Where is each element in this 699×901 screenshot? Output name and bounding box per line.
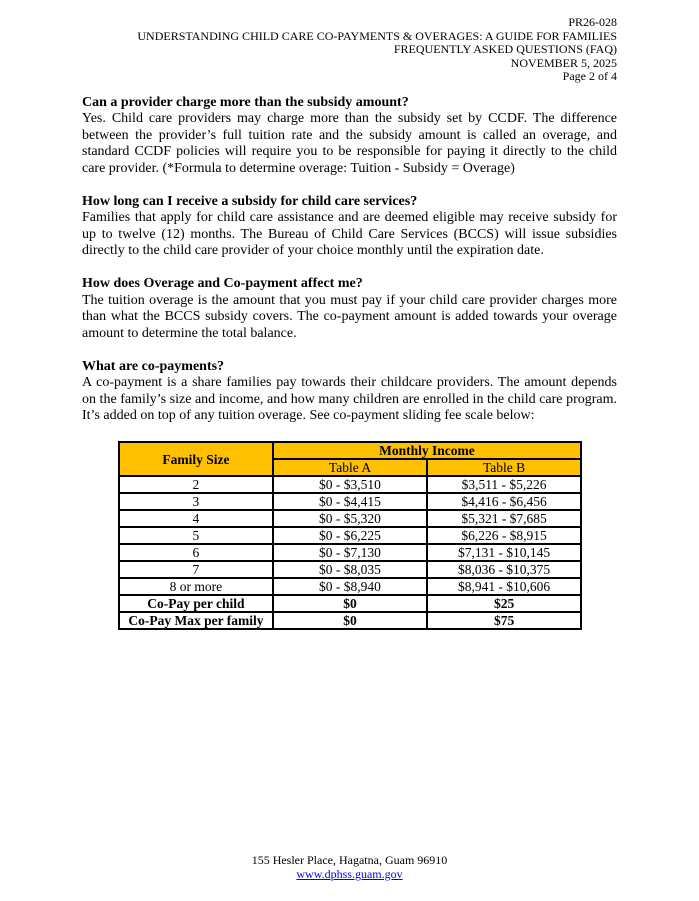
cell-table-a: $0: [273, 612, 427, 629]
header-doc-number: PR26-028: [568, 15, 617, 29]
cell-table-b: $25: [427, 595, 581, 612]
cell-family-size: 4: [119, 510, 273, 527]
table-row: [119, 544, 581, 561]
family-size-header: Family Size: [119, 442, 273, 476]
cell-table-b: $4,416 - $6,456: [427, 493, 581, 510]
faq-answer: Yes. Child care providers may charge more than the subsidy set by CCDF. The difference between the provider’s full tuition rate and the subsidy amount is called an overage, and standard CCDF policies will require you to be responsible for paying it directly to the child care provider. (*Formula to determine overage: Tuition - Subsidy = Overage): [82, 111, 617, 176]
cell-table-a: $0 - $7,130: [273, 544, 427, 561]
table-b-header: Table B: [427, 459, 581, 476]
cell-table-b: $6,226 - $8,915: [427, 527, 581, 544]
document-footer: [0, 853, 699, 881]
cell-table-a: $0 - $8,035: [273, 561, 427, 578]
header-page-number: Page 2 of 4: [562, 69, 617, 83]
table-row: [119, 527, 581, 544]
cell-table-a: $0 - $8,940: [273, 578, 427, 595]
cell-family-size: 7: [119, 561, 273, 578]
faq-answer: A co-payment is a share families pay towards their childcare providers. The amount depends on the family’s size and income, and how many children are enrolled in the child care program. It’s added on top of any tuition overage. See co-payment sliding fee scale below:: [82, 375, 617, 423]
faq-question: How long can I receive a subsidy for child care services?: [82, 193, 418, 209]
cell-family-size: 3: [119, 493, 273, 510]
cell-table-a: $0 - $5,320: [273, 510, 427, 527]
cell-family-size: 8 or more: [119, 578, 273, 595]
faq-question: Can a provider charge more than the subsidy amount?: [82, 94, 409, 110]
cell-table-a: $0 - $4,415: [273, 493, 427, 510]
table-row: [119, 578, 581, 595]
header-doc-title: UNDERSTANDING CHILD CARE CO-PAYMENTS & OVERAGES: A GUIDE FOR FAMILIES: [137, 28, 617, 43]
cell-family-size: 2: [119, 476, 273, 493]
header-doc-subtitle: FREQUENTLY ASKED QUESTIONS (FAQ): [393, 42, 617, 56]
cell-table-b: $8,941 - $10,606: [427, 578, 581, 595]
table-row: [119, 510, 581, 527]
footer-address: 155 Hesler Place, Hagatna, Guam 96910: [251, 853, 448, 867]
cell-table-a: $0 - $6,225: [273, 527, 427, 544]
footer-website-link[interactable]: www.dphss.guam.gov: [296, 867, 403, 881]
faq-question: How does Overage and Co-payment affect me?: [82, 276, 363, 291]
faq-section-subsidy-duration: [82, 194, 617, 260]
document-body: [82, 95, 617, 631]
faq-answer: Families that apply for child care assistance and are deemed eligible may receive subsidy for up to twelve (12) months. The Bureau of Child Care Services (BCCS) will issue subsidies directly to the child care provider of your choice monthly until the expiration date.: [82, 210, 617, 258]
cell-family-size: 5: [119, 527, 273, 544]
faq-answer: The tuition overage is the amount that you must pay if your child care provider charges more than what the BCCS subsidy covers. The co-payment amount is added towards your overage amount to determine the total balance.: [82, 292, 617, 341]
cell-table-a: $0: [273, 595, 427, 612]
cell-table-b: $3,511 - $5,226: [427, 476, 581, 493]
faq-section-overage-copayment: [82, 276, 617, 342]
table-row: [119, 493, 581, 510]
faq-section-provider-charge: [82, 95, 617, 178]
table-header-row: [119, 442, 581, 459]
monthly-income-header: Monthly Income: [273, 442, 581, 459]
table-row: [119, 561, 581, 578]
cell-table-b: $7,131 - $10,145: [427, 544, 581, 561]
faq-question: What are co-payments?: [82, 358, 225, 374]
cell-family-size: Co-Pay Max per family: [119, 612, 273, 629]
table-a-header: Table A: [273, 459, 427, 476]
table-row-copay-per-child: [119, 595, 581, 612]
cell-table-b: $5,321 - $7,685: [427, 510, 581, 527]
cell-family-size: 6: [119, 544, 273, 561]
cell-table-b: $8,036 - $10,375: [427, 561, 581, 578]
faq-section-what-are-copayments: [82, 359, 617, 425]
header-doc-date: NOVEMBER 5, 2025: [510, 55, 617, 70]
table-row: [119, 476, 581, 493]
table-row-copay-max-per-family: [119, 612, 581, 629]
cell-family-size: Co-Pay per child: [119, 595, 273, 612]
copay-fee-scale-table: [118, 441, 582, 630]
cell-table-b: $75: [427, 612, 581, 629]
document-header: [82, 16, 617, 84]
cell-table-a: $0 - $3,510: [273, 476, 427, 493]
